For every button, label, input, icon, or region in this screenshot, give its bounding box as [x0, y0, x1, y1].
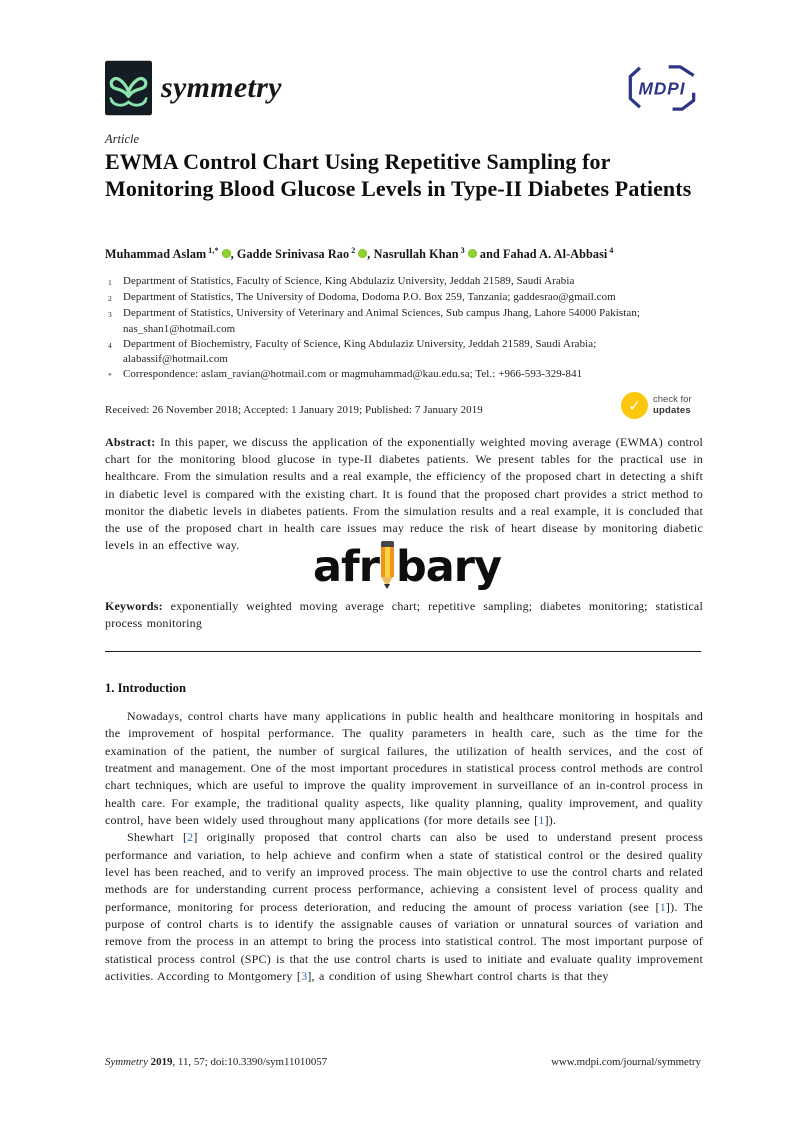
author-name: Muhammad Aslam: [105, 247, 207, 262]
introduction-section: [105, 681, 703, 986]
citation-link-2[interactable]: 2: [187, 830, 194, 845]
badge-line2: updates: [653, 404, 691, 416]
paragraph-text: ] originally proposed that control charts can also be used to understand present process performance and variation, to help achieve and confirm when a state of statistical control or the desired quality level has been reached, and to verify an improved process. The main objective to use the control charts and related methods are for understanding current process performance, achieving a consistent level of process quality and performance, monitoring for process deterioration, and reducing the amount of process variation (see [: [105, 830, 703, 914]
correspondence-row: [105, 367, 703, 383]
affiliation-text: Department of Statistics, University of Veterinary and Animal Sciences, Sub campus Jhang, Lahore 54000 Pakistan; nas_shan1@hotmail.com: [123, 307, 641, 335]
abstract-paragraph: [105, 434, 703, 554]
footer-year: 2019: [147, 1056, 173, 1068]
badge-line1: check for: [653, 394, 692, 405]
section-heading: 1. Introduction: [105, 681, 186, 695]
symmetry-logo-icon: [105, 60, 152, 116]
watermark-text-left: afr: [313, 542, 379, 592]
author-name: Nasrullah Khan: [373, 247, 459, 262]
author-name: Gadde Srinivasa Rao: [236, 247, 350, 262]
orcid-icon[interactable]: [358, 249, 367, 258]
watermark-text-right: bary: [395, 542, 501, 592]
section-divider: [105, 651, 701, 652]
author-sup: 4: [609, 246, 614, 255]
citation-link-1[interactable]: 1: [538, 813, 545, 828]
affiliation-marker: 1: [108, 278, 112, 287]
paragraph-text: ], a condition of using Shewhart control charts is that they: [307, 969, 609, 984]
journal-name: symmetry: [161, 71, 282, 104]
authors-line: [105, 246, 701, 262]
affiliation-row: [105, 274, 703, 290]
afribary-watermark: [313, 539, 501, 595]
affiliations-block: [105, 274, 703, 383]
author-separator: ,: [230, 247, 237, 262]
orcid-icon[interactable]: [222, 249, 231, 258]
affiliation-marker: 3: [108, 310, 112, 320]
orcid-icon[interactable]: [468, 249, 477, 258]
intro-paragraph-1: [105, 708, 703, 829]
footer-journal-name: Symmetry: [105, 1056, 148, 1068]
article-type-label: Article: [105, 132, 140, 146]
keywords-paragraph: [105, 598, 703, 632]
journal-url[interactable]: www.mdpi.com/journal/symmetry: [551, 1056, 701, 1068]
affiliation-row: [105, 337, 703, 367]
citation-link-3[interactable]: 3: [301, 969, 308, 984]
author-separator: and: [476, 247, 503, 262]
affiliation-text: Department of Statistics, The University of Dodoma, Dodoma P.O. Box 259, Tanzania; gaddesrao@gmail.com: [123, 291, 616, 304]
affiliation-marker: 2: [108, 294, 112, 304]
dates-line: Received: 26 November 2018; Accepted: 1 January 2019; Published: 7 January 2019: [105, 404, 483, 416]
mdpi-logo-icon[interactable]: [623, 64, 701, 112]
author-separator: ,: [367, 247, 374, 262]
mdpi-wordmark: MDPI: [638, 78, 686, 99]
check-for-updates-badge[interactable]: [621, 392, 692, 419]
abstract-label: Abstract:: [105, 435, 156, 449]
paragraph-text: ]). The purpose of control charts is to identify the assignable causes of variation or unnatural sources of variation and remove from the process in an attempt to bring the process into statistical control. The most important purpose of statistical process control (SPC) is that the use control charts is used to initiate and evaluate quality improvement activities. According to Montgomery [: [105, 899, 703, 984]
badge-text: [653, 395, 692, 416]
check-icon: ✓: [621, 392, 648, 419]
intro-paragraph-2: [105, 829, 703, 985]
paper-title: EWMA Control Chart Using Repetitive Sampling for Monitoring Blood Glucose Levels in Type-II Diabetes Patients: [105, 149, 692, 201]
author-sup: 1,*: [208, 246, 219, 255]
correspondence-marker: *: [108, 371, 112, 381]
affiliation-marker: 4: [108, 340, 112, 350]
author-name: Fahad A. Al-Abbasi: [503, 247, 608, 262]
paragraph-text: Shewhart [: [127, 830, 188, 845]
journal-brand: [105, 60, 282, 116]
doi-line: [105, 1056, 327, 1068]
footer-citation-rest: , 11, 57; doi:10.3390/sym11010057: [172, 1056, 328, 1068]
affiliation-row: [105, 306, 703, 336]
masthead: [105, 60, 701, 116]
paragraph-text: ]).: [544, 813, 557, 828]
keywords-text: exponentially weighted moving average chart; repetitive sampling; diabetes monitoring; statistical process monitoring: [105, 599, 703, 631]
author-sup: 3: [460, 246, 465, 255]
affiliation-text: Department of Statistics, Faculty of Science, King Abdulaziz University, Jeddah 21589, Saudi Arabia: [123, 275, 575, 287]
paragraph-text: Nowadays, control charts have many applications in public health and healthcare monitoring in hospitals and the improvement of hospital performance. The quality parameters in health care, such as the time for the examination of the patient, the number of surgical failures, the utilization of health services, and the cost of treatment and management. One of the most important procedures in statistical process control methods are control chart techniques, which are useful to improve the quality improvement in surveillance of an in-control process in health care. For example, the traditional quality aspects, like quality planning, quality improvement, and quality control, have been widely used throughout many applications (for more details see [: [105, 709, 703, 828]
citation-link-1b[interactable]: 1: [659, 899, 666, 914]
pencil-icon: [381, 541, 394, 591]
correspondence-text: Correspondence: aslam_ravian@hotmail.com or magmuhammad@kau.edu.sa; Tel.: +966-593-329-841: [123, 368, 583, 381]
keywords-label: Keywords:: [105, 599, 163, 613]
affiliation-row: [105, 290, 703, 306]
abstract-text: In this paper, we discuss the application of the exponentially weighted moving average (EWMA) control chart for the monitoring blood glucose in type-II diabetes patients. We present tables for the practical use in healthcare. From the simulation results and a real example, the efficiency of the proposed chart in detecting a shift in diabetic level is compared with the existing chart. It is found that the proposed chart provides a strict method to monitor the diabetic levels in diabetes patients. From the simulation results and a real example, it is concluded that the use of the proposed chart in health care issues may reduce the risk of heart disease by monitoring diabetic levels in an effective way.: [105, 435, 703, 553]
author-sup: 2: [351, 246, 356, 255]
page-footer: [105, 1056, 701, 1068]
affiliation-text: Department of Biochemistry, Faculty of Science, King Abdulaziz University, Jeddah 21589, Saudi Arabia; alabassif@hotmail.com: [123, 337, 597, 366]
